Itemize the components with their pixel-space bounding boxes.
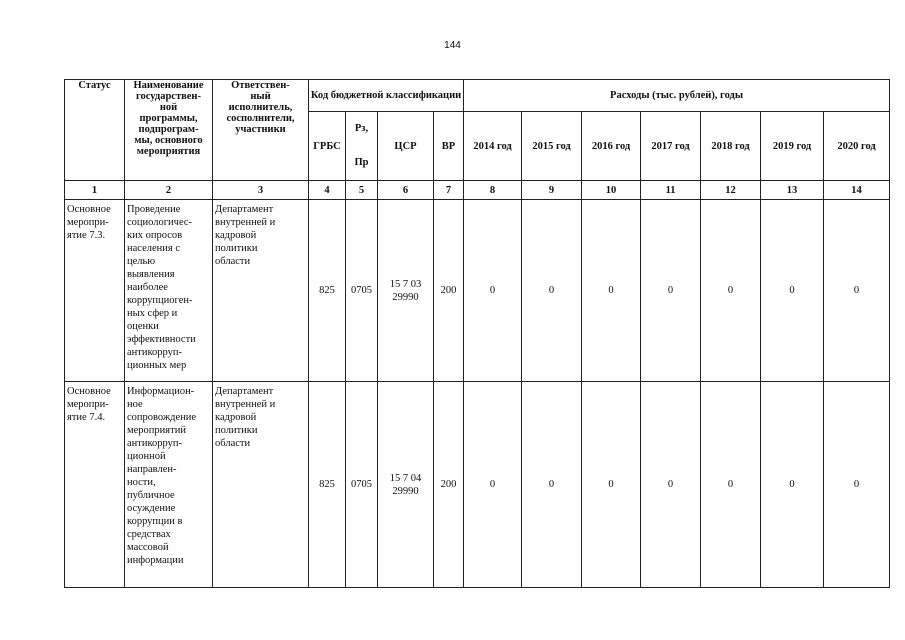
row-value-2017: 0	[641, 382, 701, 588]
header-expenses: Расходы (тыс. рублей), годы	[464, 80, 890, 112]
header-rz: Рз,	[346, 112, 378, 146]
header-year-2019: 2019 год	[761, 112, 824, 181]
header-name: Наименование государствен- ной программы, подпрограм- мы, основного мероприятия	[125, 80, 213, 181]
header-status: Статус	[65, 80, 125, 181]
row-vr: 200	[434, 200, 464, 382]
header-pr: Пр	[346, 146, 378, 181]
row-csr-line2: 29990	[392, 291, 419, 303]
row-value-2018: 0	[701, 382, 761, 588]
header-budget-code: Код бюджетной классификации	[309, 80, 464, 112]
row-rz-pr: 0705	[346, 200, 378, 382]
header-csr: ЦСР	[378, 112, 434, 181]
column-number: 8	[464, 181, 522, 200]
row-value-2019: 0	[761, 382, 824, 588]
row-value-2020: 0	[824, 382, 890, 588]
row-value-2015: 0	[522, 382, 582, 588]
header-year-2020: 2020 год	[824, 112, 890, 181]
column-number: 1	[65, 181, 125, 200]
column-number: 4	[309, 181, 346, 200]
column-number: 5	[346, 181, 378, 200]
row-executor: Департамент внутренней и кадровой политики области	[213, 200, 309, 382]
row-csr-line2: 29990	[392, 485, 419, 497]
column-number: 2	[125, 181, 213, 200]
column-number: 6	[378, 181, 434, 200]
column-number: 3	[213, 181, 309, 200]
header-year-2016: 2016 год	[582, 112, 641, 181]
header-year-2014: 2014 год	[464, 112, 522, 181]
row-status: Основное меропри- ятие 7.4.	[65, 382, 125, 588]
column-number: 11	[641, 181, 701, 200]
column-number: 12	[701, 181, 761, 200]
row-csr-line1: 15 7 04	[389, 472, 422, 484]
row-value-2015: 0	[522, 200, 582, 382]
header-year-2017: 2017 год	[641, 112, 701, 181]
column-number: 7	[434, 181, 464, 200]
row-value-2019: 0	[761, 200, 824, 382]
row-rz-pr: 0705	[346, 382, 378, 588]
header-vr: ВР	[434, 112, 464, 181]
column-number-row	[65, 181, 890, 200]
row-value-2018: 0	[701, 200, 761, 382]
table-row	[65, 200, 890, 382]
table-row	[65, 382, 890, 588]
row-value-2016: 0	[582, 382, 641, 588]
row-vr: 200	[434, 382, 464, 588]
header-year-2018: 2018 год	[701, 112, 761, 181]
header-row-1	[65, 80, 890, 112]
row-value-2017: 0	[641, 200, 701, 382]
budget-table	[64, 79, 890, 588]
column-number: 13	[761, 181, 824, 200]
row-executor: Департамент внутренней и кадровой политики области	[213, 382, 309, 588]
row-csr	[378, 200, 434, 382]
row-value-2014: 0	[464, 200, 522, 382]
row-name: Информацион- ное сопровождение мероприятий антикорруп- ционной направлен- ности, публичное осуждение коррупции в средствах массовой информации	[125, 382, 213, 588]
row-csr	[378, 382, 434, 588]
row-value-2014: 0	[464, 382, 522, 588]
row-value-2016: 0	[582, 200, 641, 382]
row-grbs: 825	[309, 382, 346, 588]
header-grbs: ГРБС	[309, 112, 346, 181]
page-number: 144	[444, 40, 461, 51]
row-grbs: 825	[309, 200, 346, 382]
row-csr-line1: 15 7 03	[389, 278, 422, 290]
row-name: Проведение социологичес- ких опросов населения с целью выявления наиболее коррупциоген- ных сфер и оценки эффективности антикорруп- ционных мер	[125, 200, 213, 382]
header-executor: Ответствен- ный исполнитель, сосполнители, участники	[213, 80, 309, 181]
column-number: 9	[522, 181, 582, 200]
column-number: 14	[824, 181, 890, 200]
header-year-2015: 2015 год	[522, 112, 582, 181]
column-number: 10	[582, 181, 641, 200]
row-status: Основное меропри- ятие 7.3.	[65, 200, 125, 382]
row-value-2020: 0	[824, 200, 890, 382]
